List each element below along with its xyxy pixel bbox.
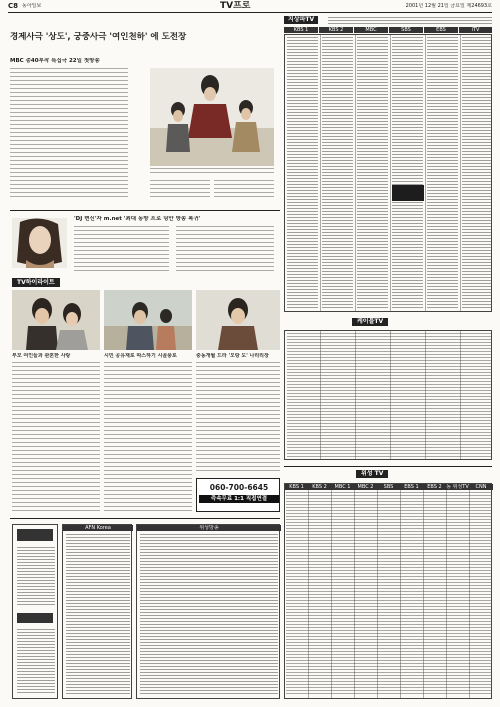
satellite-label-small: 위성방송 (137, 525, 281, 531)
cable-listing (287, 333, 491, 459)
channel-header: MBC (354, 27, 388, 33)
drama-photo (150, 68, 274, 166)
ground-tv-legend (328, 17, 492, 24)
portrait-photo (12, 218, 67, 268)
highlight-photo-3 (196, 290, 280, 350)
tv-highlight-tab: TV하이라이트 (12, 278, 60, 287)
satellite-tv-label: 위성 TV (356, 470, 388, 478)
sat-channel-header: KBS 1 (285, 484, 308, 490)
logo-1 (17, 529, 53, 541)
ad-phone: 060-700-6645 (209, 483, 269, 492)
divider-3 (284, 466, 492, 467)
highlight-photo-2 (104, 290, 192, 350)
cable-tv-grid (284, 330, 492, 460)
grid-divider (355, 35, 356, 311)
photo-caption (150, 168, 274, 176)
masthead-rule (8, 12, 492, 13)
kbs1-listing (287, 37, 318, 309)
main-article-text (10, 68, 128, 198)
story-text-left (12, 362, 100, 512)
left-info-column (12, 524, 58, 699)
divider-1 (10, 210, 280, 211)
sat-channel-header: EBS 2 (423, 484, 446, 490)
side-column-text-2 (176, 226, 274, 272)
channel-header: SBS (389, 27, 423, 33)
satellite-listing (286, 492, 492, 696)
side-column-title: 'DJ 변신'자 m.net '최대 동방 프로 덩안 방송 복귀' (74, 216, 201, 222)
story-text-mid (104, 362, 192, 512)
paper-name: 동아일보 (22, 3, 42, 9)
main-article-text-2 (150, 180, 210, 200)
left-info-text-2 (17, 629, 55, 695)
sat-channel-header: SBS (377, 484, 400, 490)
afn-box (62, 524, 132, 699)
sat-channel-header: 동 위성TV (446, 484, 469, 490)
grid-divider (320, 35, 321, 311)
sat-channel-header: CNN (469, 484, 493, 490)
ground-channel-header-row (284, 27, 492, 33)
channel-header: iTV (459, 27, 492, 33)
sat-channel-header: KBS 2 (308, 484, 331, 490)
afn-label: AFN Korea (63, 525, 133, 531)
grid-divider (390, 35, 391, 311)
logo-2 (17, 613, 53, 623)
story-head-right: 중동개월 드라 '오랑 도' 나리리장 (196, 353, 269, 359)
main-headline: 경제사극 '상도', 궁중사극 '여인천하' 에 도전장 (10, 32, 187, 42)
channel-header: KBS 1 (284, 27, 318, 33)
channel-header: EBS (424, 27, 458, 33)
satellite-listing-small (140, 534, 278, 696)
inset-ad (392, 185, 424, 201)
ground-tv-grid (284, 34, 492, 312)
highlight-photo-1 (12, 290, 100, 350)
sat-channel-header: MBC 2 (354, 484, 377, 490)
main-subtitle: MBC 총40부작 특집극 22일 첫방송 (10, 58, 100, 64)
grid-divider (425, 35, 426, 311)
left-info-text-1 (17, 547, 55, 607)
section-title: TV프로 (220, 1, 251, 11)
ground-tv-header (284, 16, 492, 24)
side-column-text-1 (74, 226, 169, 272)
divider-2 (10, 518, 280, 519)
main-article-text-3 (214, 180, 274, 200)
issue-date: 2001년 12월 21일 금요일 제24693호 (405, 3, 492, 9)
afn-listing (66, 534, 130, 696)
grid-divider (460, 35, 461, 311)
ground-tv-label: 지상파TV (284, 16, 318, 24)
sbs-listing (392, 37, 423, 309)
satellite-tv-grid (284, 483, 492, 699)
itv-listing (462, 37, 491, 309)
ad-tagline: 즉속무료 1:1 직접연결 (199, 495, 279, 503)
sat-channel-header: MBC 1 (331, 484, 354, 490)
channel-header: KBS 2 (319, 27, 353, 33)
story-head-left: 부모 여인들과 관혼한 사랑 (12, 353, 71, 359)
sat-channel-header: EBS 1 (400, 484, 423, 490)
page-number: C8 (8, 2, 19, 10)
story-head-mid: 시민 공유재로 따스하기 시골풍로 (104, 353, 177, 359)
ebs-listing (427, 37, 458, 309)
story-text-right (196, 362, 280, 472)
mbc-listing (357, 37, 388, 309)
satellite-box (136, 524, 280, 699)
kbs2-listing (322, 37, 353, 309)
cable-tv-label: 케이블TV (352, 318, 388, 326)
